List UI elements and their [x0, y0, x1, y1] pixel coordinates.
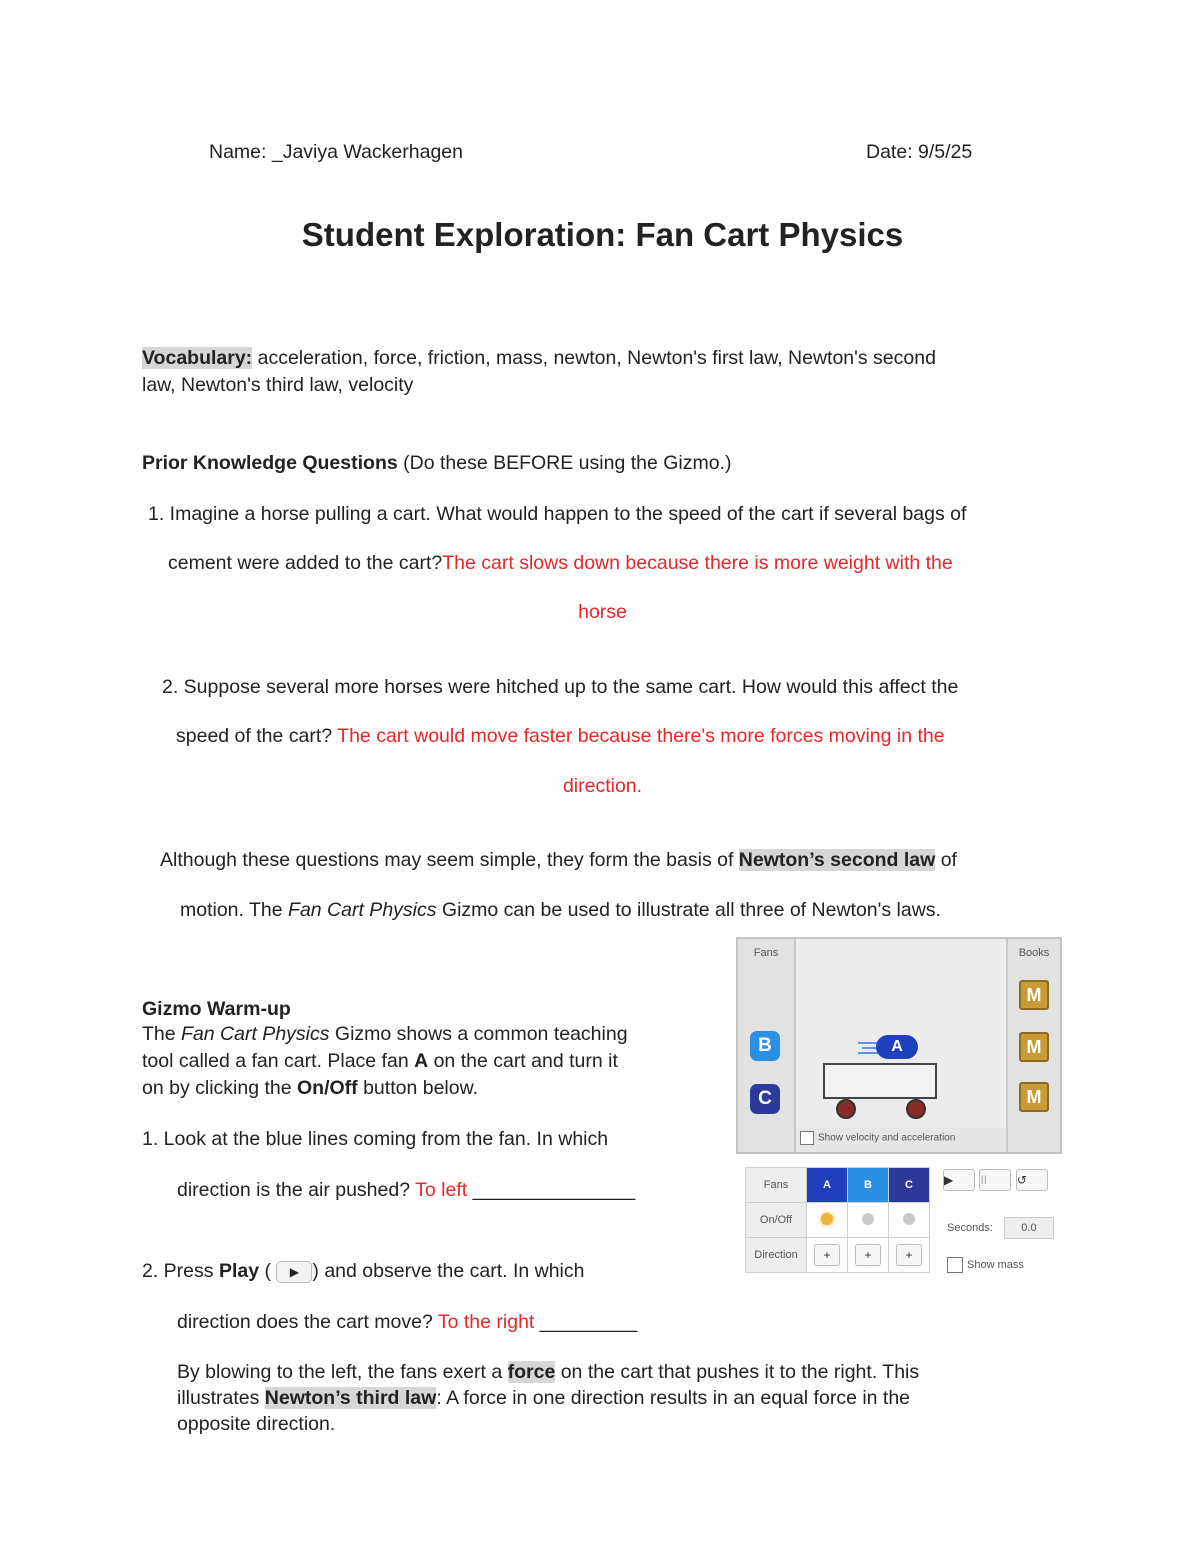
- wq1-text: direction is the air pushed?: [177, 1179, 416, 1201]
- fans-row-label: Fans: [746, 1168, 807, 1203]
- fan-a-direction-button[interactable]: +: [814, 1244, 840, 1266]
- fan-c-direction-button[interactable]: +: [896, 1244, 922, 1266]
- play-button-image: ▶: [276, 1261, 312, 1283]
- fan-b-column-header: B: [848, 1168, 889, 1203]
- vocabulary-line-2: law, Newton's third law, velocity: [142, 374, 414, 396]
- third-law-para-line-1: [177, 1359, 919, 1386]
- vocabulary-line-1: [142, 345, 936, 372]
- warmup-q1-line-1: 1. Look at the blue lines coming from the fan. In which: [142, 1128, 609, 1150]
- reset-button[interactable]: ↺: [1016, 1169, 1048, 1191]
- wq2-answer: To the right: [437, 1311, 535, 1333]
- fan-a-onoff[interactable]: [807, 1203, 848, 1238]
- warmup-line-1: [142, 1021, 628, 1048]
- third-law-para-line-2: [177, 1385, 910, 1412]
- w3a: on by clicking the: [142, 1077, 298, 1099]
- w1b: Gizmo shows a common teaching: [329, 1023, 628, 1045]
- vocabulary-terms-1: acceleration, force, friction, mass, newton, Newton's first law, Newton's second: [252, 347, 936, 369]
- prior-q2-text: speed of the cart?: [176, 725, 338, 747]
- prior-q2-answer: The cart would move faster because there's more forces moving in the: [337, 725, 945, 747]
- fan-c-direction[interactable]: [889, 1238, 930, 1273]
- third-law-para-line-3: opposite direction.: [177, 1413, 336, 1435]
- prior-q2-line-2: [176, 723, 945, 750]
- fan-b-direction-button[interactable]: +: [855, 1244, 881, 1266]
- fan-c-column-header: C: [889, 1168, 930, 1203]
- name-line: Name: _Javiya Wackerhagen: [209, 141, 463, 163]
- wq1-answer: To left: [415, 1179, 468, 1201]
- seconds-label: Seconds:: [947, 1222, 993, 1234]
- books-title: Books: [1018, 947, 1050, 959]
- playback-controls: [943, 1169, 1048, 1191]
- p2b: : A force in one direction results in an equal force in the: [436, 1387, 911, 1409]
- wq2a: 2. Press: [142, 1260, 219, 1282]
- p2a: illustrates: [177, 1387, 265, 1409]
- prior-heading-note: (Do these BEFORE using the Gizmo.): [397, 452, 732, 474]
- seconds-readout: [947, 1217, 1054, 1239]
- fan-b-icon[interactable]: B: [750, 1031, 780, 1061]
- fan-c-icon[interactable]: C: [750, 1084, 780, 1114]
- w3-bold: On/Off: [297, 1077, 358, 1099]
- play-button[interactable]: ▶: [943, 1169, 975, 1191]
- warmup-heading: Gizmo Warm-up: [142, 998, 291, 1020]
- pause-button[interactable]: II: [979, 1169, 1011, 1191]
- warmup-q1-line-2: [177, 1177, 635, 1204]
- gizmo-controls-panel: [745, 1167, 1065, 1279]
- wq1-blank: _______________: [467, 1179, 636, 1201]
- prior-q1-line-2: [168, 550, 953, 577]
- warmup-line-2: [142, 1048, 618, 1075]
- show-mass-label: Show mass: [967, 1258, 1024, 1271]
- book-2-icon[interactable]: M: [1019, 1032, 1049, 1062]
- wq2c: ) and observe the cart. In which: [312, 1260, 585, 1282]
- newton-second-law-term: Newton’s second law: [738, 849, 936, 871]
- warmup-q2-line-1: [142, 1258, 584, 1285]
- cart-body: [824, 1064, 936, 1098]
- books-column: [1006, 939, 1060, 1152]
- book-1-icon[interactable]: M: [1019, 980, 1049, 1010]
- fan-controls-table: [745, 1167, 930, 1273]
- vocabulary-label: Vocabulary:: [142, 347, 253, 369]
- fan-c-power-icon[interactable]: [903, 1213, 915, 1225]
- wq2-play-bold: Play: [218, 1260, 260, 1282]
- fans-title: Fans: [753, 947, 779, 959]
- wq2b: (: [259, 1260, 271, 1282]
- newton-para-line-2: [180, 897, 941, 924]
- fan-b-power-icon[interactable]: [862, 1213, 874, 1225]
- warmup-line-3: [142, 1075, 478, 1102]
- para2-text-a: motion. The: [180, 899, 289, 921]
- newton-third-law-term: Newton’s third law: [264, 1387, 437, 1409]
- show-velocity-label: Show velocity and acceleration: [818, 1132, 956, 1144]
- prior-q1-line-1: 1. Imagine a horse pulling a cart. What would happen to the speed of the cart if several bags of: [148, 503, 967, 525]
- prior-q1-text: cement were added to the cart?: [168, 552, 443, 574]
- fan-a-column-header: A: [807, 1168, 848, 1203]
- wq2-blank: _________: [534, 1311, 638, 1333]
- para2-text-b: Gizmo can be used to illustrate all three of Newton's laws.: [436, 899, 941, 921]
- fan-a-direction[interactable]: [807, 1238, 848, 1273]
- direction-row-label: Direction: [746, 1238, 807, 1273]
- seconds-value: 0.0: [1004, 1217, 1054, 1239]
- fans-column: [738, 939, 796, 1152]
- w1-italic: Fan Cart Physics: [181, 1023, 330, 1045]
- prior-q1-answer-line-3: horse: [578, 601, 627, 623]
- book-3-icon[interactable]: M: [1019, 1082, 1049, 1112]
- page-title: Student Exploration: Fan Cart Physics: [301, 216, 904, 253]
- w2b: on the cart and turn it: [428, 1050, 618, 1072]
- para-text-a: Although these questions may seem simple, they form the basis of: [160, 849, 739, 871]
- w3b: button below.: [357, 1077, 479, 1099]
- force-term: force: [507, 1361, 556, 1383]
- onoff-row-label: On/Off: [746, 1203, 807, 1238]
- fan-c-onoff[interactable]: [889, 1203, 930, 1238]
- prior-q1-answer: The cart slows down because there is more weight with the: [442, 552, 953, 574]
- warmup-q2-line-2: [177, 1309, 637, 1336]
- cart-wheel-right: [907, 1100, 925, 1118]
- w2-bold: A: [414, 1050, 429, 1072]
- cart-wheel-left: [837, 1100, 855, 1118]
- prior-q2-line-1: 2. Suppose several more horses were hitched up to the same cart. How would this affect the: [162, 676, 959, 698]
- date-line: Date: 9/5/25: [866, 141, 973, 163]
- fan-cart-physics-italic: Fan Cart Physics: [288, 899, 437, 921]
- para-text-b: of: [935, 849, 957, 871]
- fan-b-direction[interactable]: [848, 1238, 889, 1273]
- show-velocity-checkbox[interactable]: [800, 1131, 955, 1145]
- p1a: By blowing to the left, the fans exert a: [177, 1361, 508, 1383]
- gizmo-simulation-panel: [736, 937, 1062, 1154]
- fan-b-onoff[interactable]: [848, 1203, 889, 1238]
- fan-a-on-cart-icon[interactable]: A: [876, 1035, 918, 1059]
- wq2-text: direction does the cart move?: [177, 1311, 438, 1333]
- fan-a-power-icon[interactable]: [821, 1213, 833, 1225]
- cart-stage: [796, 939, 1006, 1152]
- show-mass-checkbox[interactable]: [947, 1257, 1024, 1273]
- prior-knowledge-heading: [142, 450, 732, 477]
- p1b: on the cart that pushes it to the right. This: [555, 1361, 920, 1383]
- prior-q2-answer-line-3: direction.: [562, 775, 643, 797]
- prior-heading-bold: Prior Knowledge Questions: [142, 452, 398, 474]
- newton-para-line-1: [160, 847, 957, 874]
- w2a: tool called a fan cart. Place fan: [142, 1050, 415, 1072]
- w1a: The: [142, 1023, 182, 1045]
